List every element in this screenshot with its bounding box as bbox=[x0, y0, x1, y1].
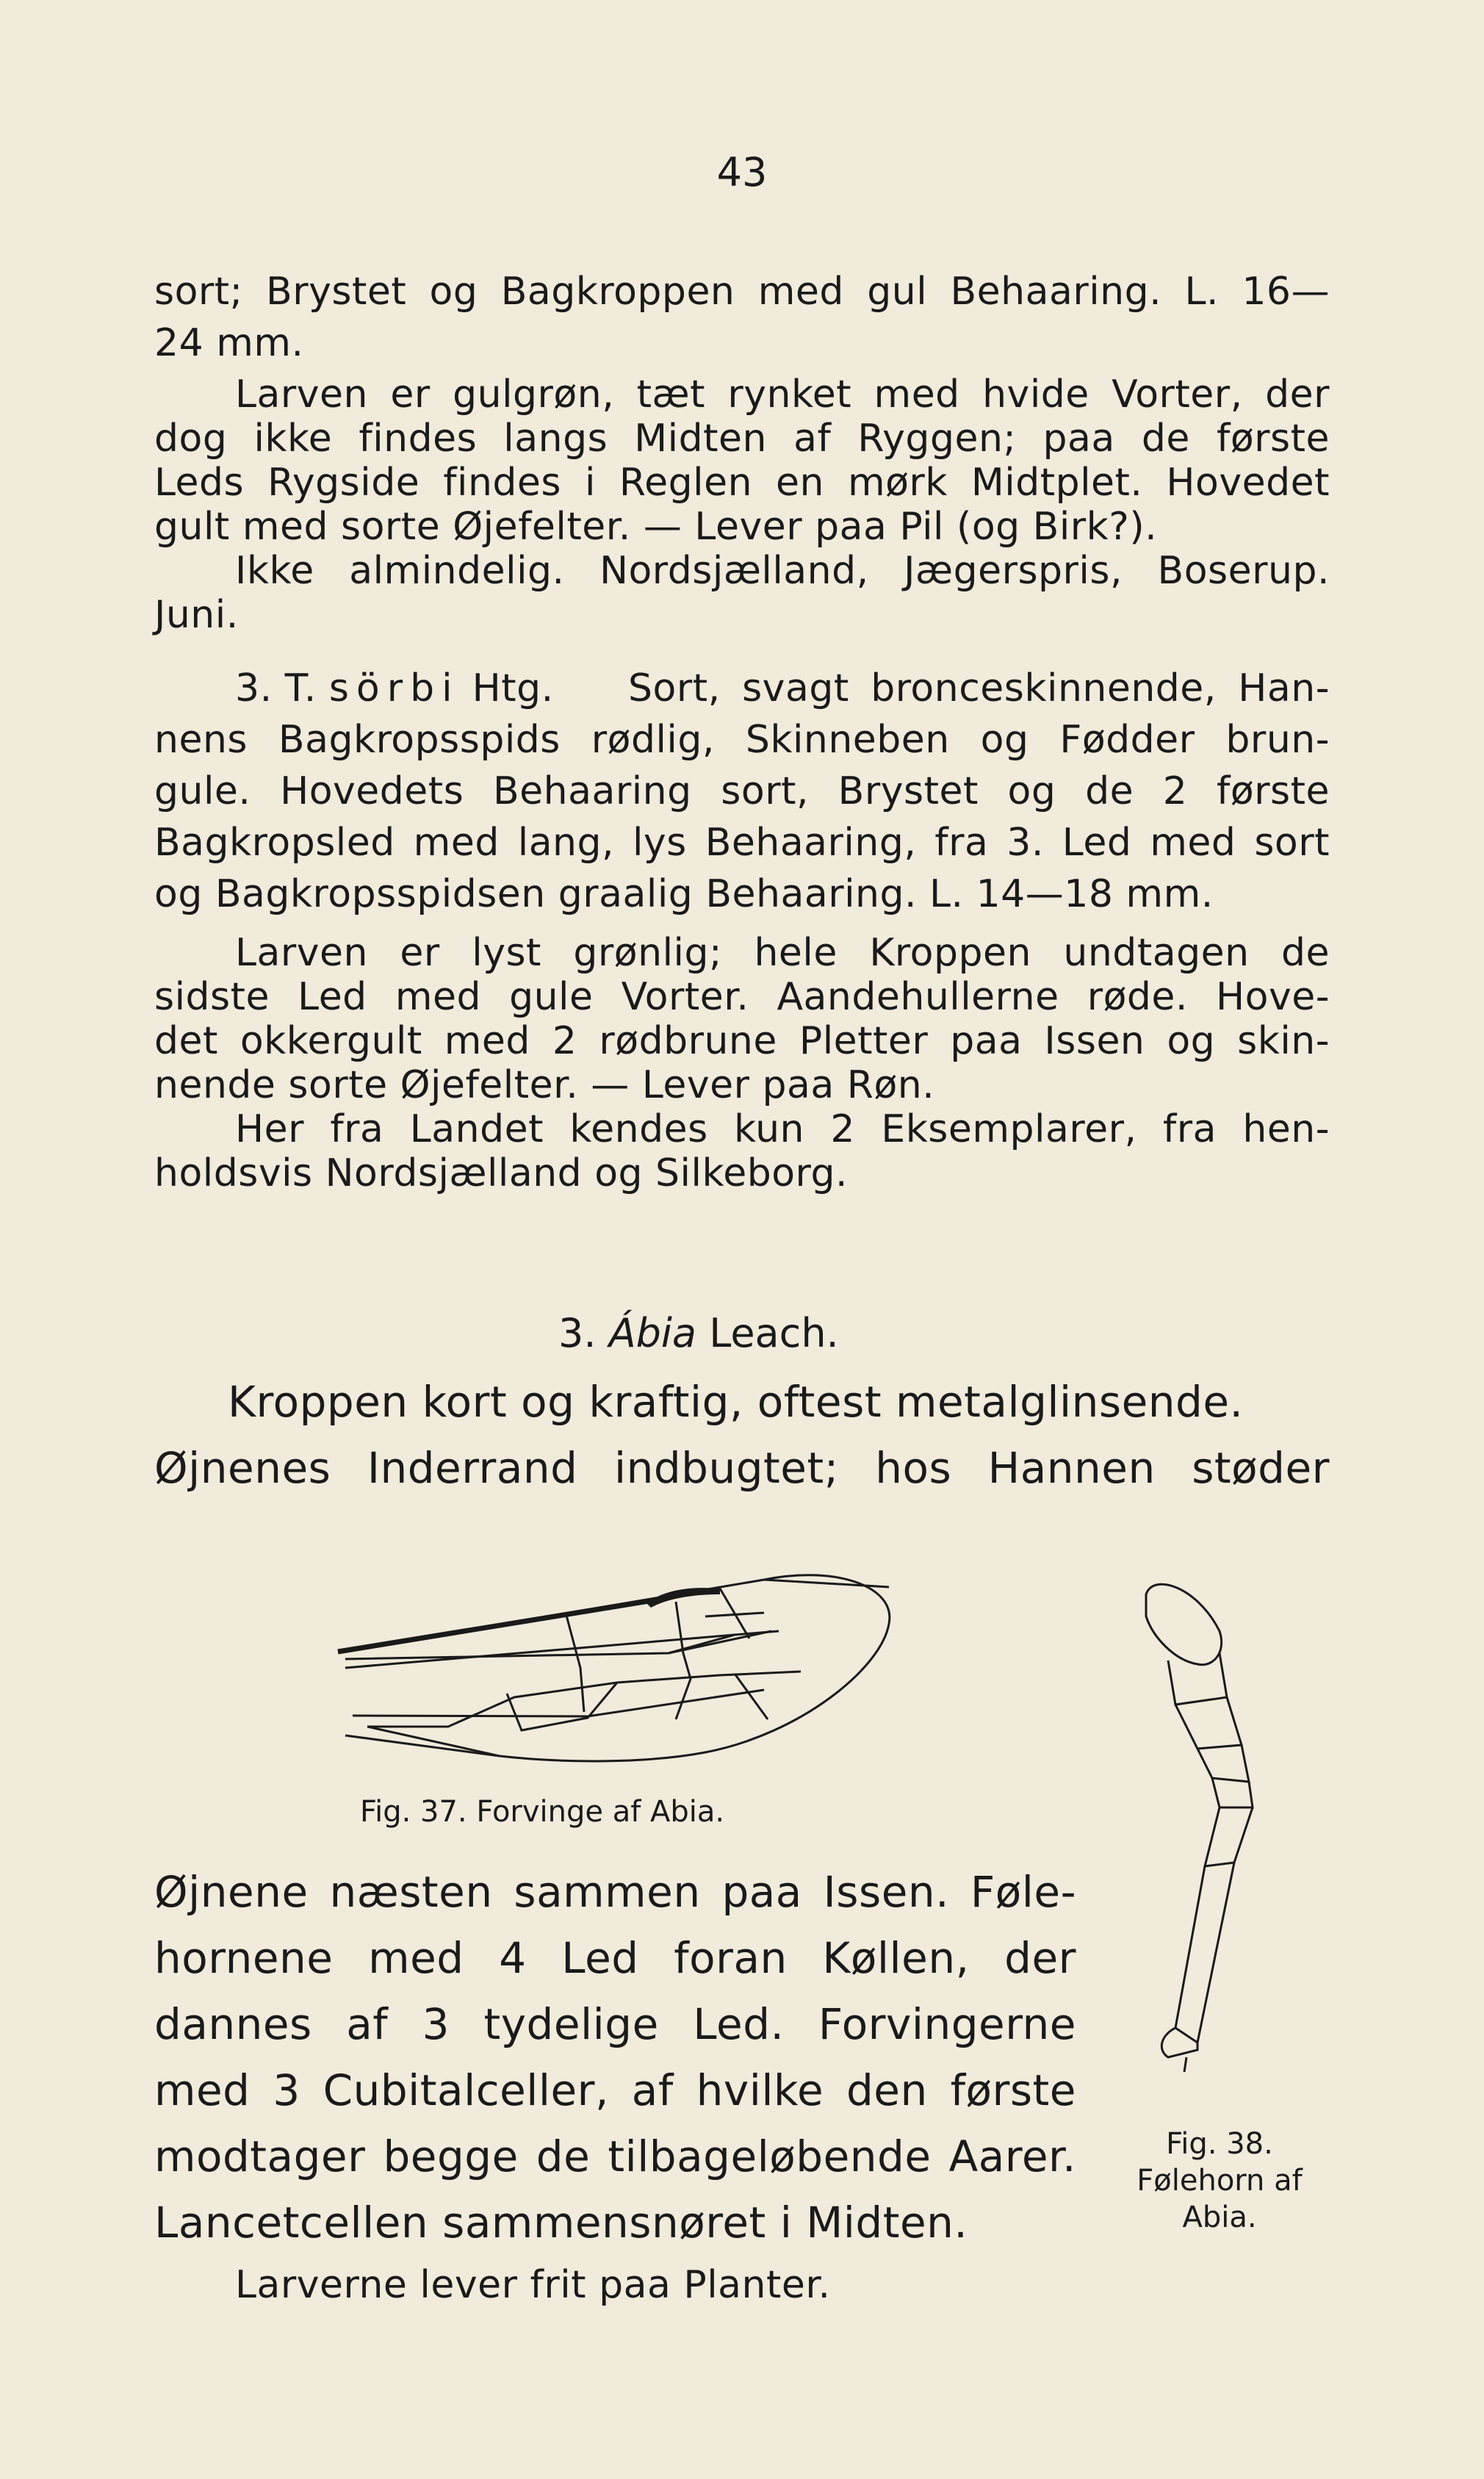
genus-name: Ábia bbox=[608, 1310, 697, 1356]
figure-caption: Fig. 37. Forvinge af Abia. bbox=[360, 1795, 725, 1829]
text-line: sort; Brystet og Bagkroppen med gul Behaaring. L. 16— bbox=[154, 270, 1330, 314]
text-line: sidste Led med gule Vorter. Aandehullerne røde. Hove- bbox=[154, 975, 1330, 1019]
figure-caption-line: Abia. bbox=[1182, 2201, 1257, 2234]
text-line: nens Bagkropsspids rødlig, Skinneben og Fødder brun- bbox=[154, 718, 1330, 762]
text-line: Leds Rygside findes i Reglen en mørk Midtplet. Hovedet bbox=[154, 461, 1330, 505]
figure-caption-line: Følehorn af bbox=[1137, 2164, 1303, 2198]
text-line: Bagkropsled med lang, lys Behaaring, fra 3. Led med sort bbox=[154, 821, 1330, 865]
species-number: 3. bbox=[235, 666, 273, 710]
species-abbrev: T. bbox=[284, 666, 317, 710]
genus-heading bbox=[558, 1308, 839, 1359]
text-line: det okkergult med 2 rødbrune Pletter paa Issen og skin- bbox=[154, 1019, 1330, 1063]
text-line: Kroppen kort og kraftig, oftest metalglinsende. bbox=[228, 1377, 1244, 1427]
text-line: modtager begge de tilbageløbende Aarer. bbox=[154, 2131, 1076, 2181]
text-line: holdsvis Nordsjælland og Silkeborg. bbox=[154, 1151, 849, 1195]
text-line: Juni. bbox=[154, 593, 239, 637]
forewing-figure bbox=[323, 1543, 911, 1785]
species-name: sörbi bbox=[328, 666, 460, 710]
text-line: 24 mm. bbox=[154, 321, 304, 365]
page-number: 43 bbox=[716, 149, 768, 195]
species-heading bbox=[235, 663, 554, 714]
text-line: dog ikke findes langs Midten af Ryggen; paa de første bbox=[154, 417, 1330, 461]
text-line: Ikke almindelig. Nordsjælland, Jægerspris, Boserup. bbox=[235, 549, 1330, 593]
text-line: gule. Hovedets Behaaring sort, Brystet og de 2 første bbox=[154, 769, 1330, 813]
text-line: Øjnenes Inderrand indbugtet; hos Hannen støder bbox=[154, 1443, 1330, 1493]
species-author: Htg. bbox=[472, 666, 554, 710]
text-line: Lancetcellen sammensnøret i Midten. bbox=[154, 2198, 968, 2248]
text-line: Larven er lyst grønlig; hele Kroppen undtagen de bbox=[235, 931, 1330, 975]
text-line: Øjnene næsten sammen paa Issen. Føle- bbox=[154, 1867, 1076, 1917]
text-line: og Bagkropsspidsen graalig Behaaring. L. 14—18 mm. bbox=[154, 872, 1214, 916]
text-line: med 3 Cubitalceller, af hvilke den første bbox=[154, 2065, 1076, 2115]
genus-number: 3. bbox=[558, 1310, 597, 1356]
text-line: Larven er gulgrøn, tæt rynket med hvide Vorter, der bbox=[235, 373, 1330, 417]
text-line: hornene med 4 Led foran Køllen, der bbox=[154, 1933, 1076, 1983]
text-line: dannes af 3 tydelige Led. Forvingerne bbox=[154, 1999, 1076, 2049]
text-line: gult med sorte Øjefelter. — Lever paa Pil (og Birk?). bbox=[154, 505, 1158, 549]
text-line: nende sorte Øjefelter. — Lever paa Røn. bbox=[154, 1063, 935, 1107]
figure-caption-line: Fig. 38. bbox=[1166, 2127, 1273, 2161]
text-line: Larverne lever frit paa Planter. bbox=[235, 2263, 831, 2307]
antenna-figure bbox=[1117, 1572, 1308, 2101]
text-line: Sort, svagt bronceskinnende, Han- bbox=[628, 666, 1330, 710]
genus-author: Leach. bbox=[709, 1310, 839, 1356]
text-line: Her fra Landet kendes kun 2 Eksemplarer, fra hen- bbox=[235, 1107, 1330, 1151]
